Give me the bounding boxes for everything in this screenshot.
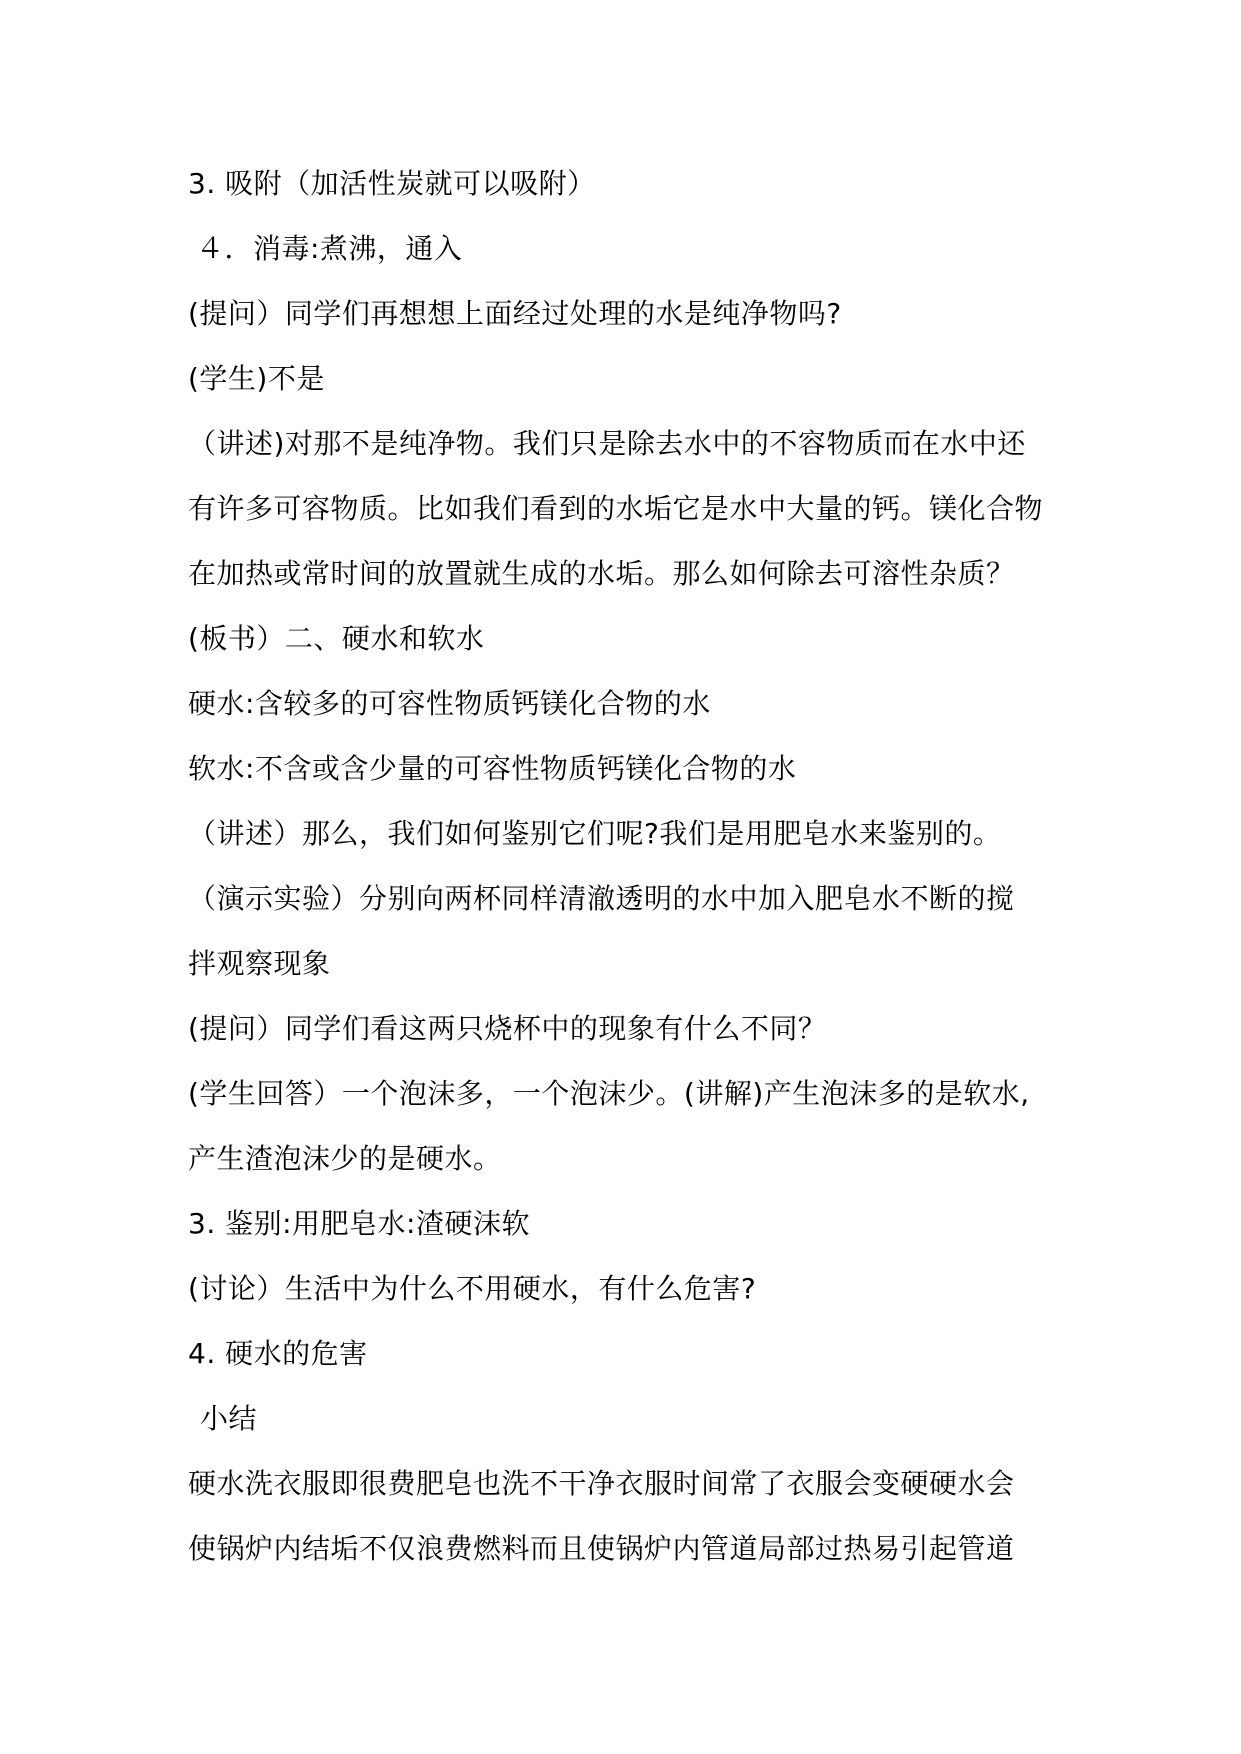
text-line-question-difference: (提问）同学们看这两只烧杯中的现象有什么不同？ xyxy=(188,1012,827,1045)
text-line-summary-1: 硬水洗衣服即很费肥皂也洗不干净衣服时间常了衣服会变硬硬水会 xyxy=(188,1467,1015,1500)
text-line-student-answer: (学生)不是 xyxy=(188,362,325,395)
text-line-lecture-3: 在加热或常时间的放置就生成的水垢。那么如何除去可溶性杂质？ xyxy=(188,557,1015,590)
text-line-hard-water-def: 硬水:含较多的可容性物质钙镁化合物的水 xyxy=(188,687,711,720)
text-line-disinfection: ４．消毒:煮沸，通入 xyxy=(196,232,463,265)
text-line-lecture-1: （讲述)对那不是纯净物。我们只是除去水中的不容物质而在水中还 xyxy=(188,427,1026,460)
text-line-demo-experiment: （演示实验）分别向两杯同样清澈透明的水中加入肥皂水不断的搅 xyxy=(188,882,1015,915)
text-line-identify-method: 3. 鉴别:用肥皂水:渣硬沫软 xyxy=(188,1207,530,1240)
text-line-discussion: (讨论）生活中为什么不用硬水，有什么危害? xyxy=(188,1272,757,1305)
text-line-hard-water-foam: 产生渣泡沫少的是硬水。 xyxy=(188,1142,502,1175)
text-line-summary-heading: 小结 xyxy=(200,1402,258,1435)
text-line-student-foam: (学生回答）一个泡沫多，一个泡沫少。(讲解)产生泡沫多的是软水, xyxy=(188,1077,1030,1110)
text-line-adsorption: 3. 吸附（加活性炭就可以吸附） xyxy=(188,167,596,200)
text-line-summary-2: 使锅炉内结垢不仅浪费燃料而且使锅炉内管道局部过热易引起管道 xyxy=(188,1532,1015,1565)
text-line-soft-water-def: 软水:不含或含少量的可容性物质钙镁化合物的水 xyxy=(188,752,797,785)
text-line-hazards-heading: 4. 硬水的危害 xyxy=(188,1337,368,1370)
text-line-question-pure: (提问）同学们再想想上面经过处理的水是纯净物吗? xyxy=(188,297,842,330)
text-line-demo-observe: 拌观察现象 xyxy=(188,947,331,980)
text-line-lecture-2: 有许多可容物质。比如我们看到的水垢它是水中大量的钙。镁化合物 xyxy=(188,492,1044,525)
text-line-board-heading: (板书）二、硬水和软水 xyxy=(188,622,485,655)
text-line-lecture-identify: （讲述）那么，我们如何鉴别它们呢?我们是用肥皂水来鉴别的。 xyxy=(188,817,1002,850)
